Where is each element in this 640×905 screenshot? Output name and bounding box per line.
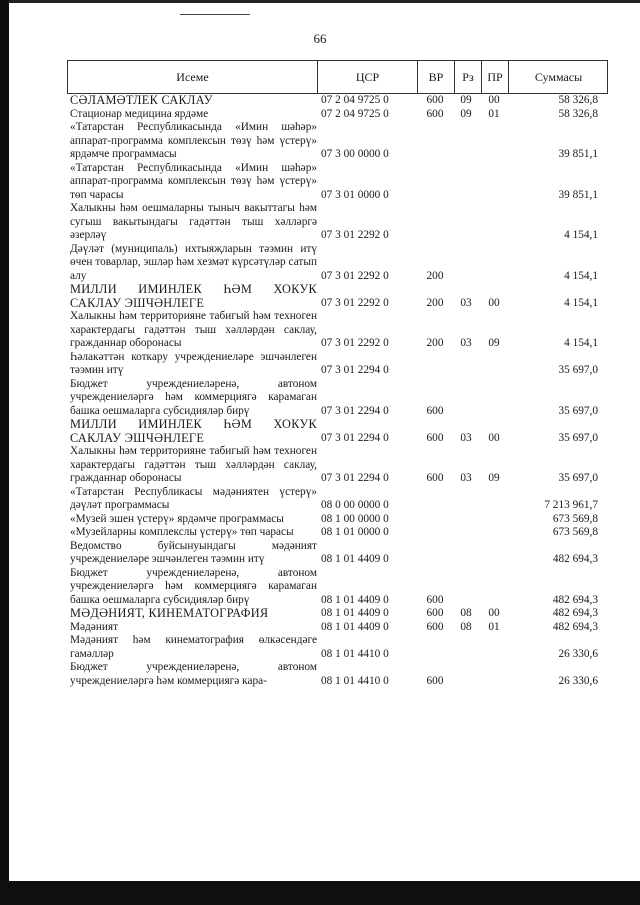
budget-table	[67, 60, 608, 688]
cell-sum: 4 154,1	[564, 269, 598, 282]
row-name: СӘЛАМӘТЛЕК САКЛАУ	[70, 93, 213, 107]
row-values	[67, 675, 608, 689]
cell-sum: 4 154,1	[564, 296, 598, 309]
cell-csr: 08 1 00 0000 0	[321, 512, 389, 525]
row-values	[67, 472, 608, 486]
table-row	[67, 513, 608, 527]
cell-vr: 200	[426, 337, 444, 349]
cell-sum: 39 851,1	[558, 148, 598, 160]
row-values	[67, 594, 608, 608]
cell-csr: 07 3 01 0000 0	[321, 188, 389, 201]
cell-vr: 600	[426, 607, 444, 619]
cell-sum: 26 330,6	[558, 647, 598, 660]
row-name: Мәдәният һәм кинематография өлкәсендәге гамәлләр	[70, 634, 317, 660]
scan-mark	[180, 14, 250, 15]
row-name: Халыкны һәм оешмаларны тыныч вакыттагы һәм сугыш вакытындагы гадәттән тыш хәлләргә әзерләү	[70, 202, 317, 241]
header-csr: ЦСР	[317, 61, 417, 93]
cell-csr: 07 3 01 2294 0	[321, 364, 389, 376]
cell-csr: 07 3 01 2294 0	[321, 404, 389, 417]
cell-vr: 600	[426, 674, 444, 687]
cell-rz: 03	[460, 296, 472, 309]
cell-vr: 600	[426, 472, 444, 484]
table-row	[67, 634, 608, 661]
table-row	[67, 607, 608, 621]
row-values	[67, 405, 608, 419]
cell-vr: 600	[426, 94, 444, 106]
cell-sum: 35 697,0	[558, 431, 598, 444]
cell-csr: 08 1 01 4410 0	[321, 647, 389, 660]
row-name: МИЛЛИ ИМИНЛЕК ҺӘМ ХОКУК САКЛАУ ЭШЧӘНЛЕГЕ	[70, 417, 317, 445]
header-vr: ВР	[417, 61, 454, 93]
table-row	[67, 486, 608, 513]
table-row	[67, 202, 608, 243]
cell-sum: 58 326,8	[558, 94, 598, 106]
table-row	[67, 243, 608, 284]
cell-sum: 58 326,8	[558, 107, 598, 120]
row-values	[67, 553, 608, 567]
row-values	[67, 432, 608, 446]
table-body	[67, 94, 608, 688]
row-values	[67, 337, 608, 351]
cell-pr: 00	[488, 431, 500, 444]
cell-sum: 482 694,3	[552, 620, 598, 633]
table-row	[67, 351, 608, 378]
header-pr: ПР	[481, 61, 508, 93]
cell-csr: 08 1 01 0000 0	[321, 526, 389, 538]
row-name: МӘДӘНИЯТ, КИНЕМАТОГРАФИЯ	[70, 606, 269, 620]
cell-sum: 4 154,1	[564, 229, 598, 241]
cell-vr: 600	[426, 107, 444, 120]
cell-vr: 600	[426, 620, 444, 633]
scan-edge-top	[9, 0, 640, 3]
table-row	[67, 94, 608, 108]
cell-rz: 08	[460, 620, 472, 633]
table-row	[67, 283, 608, 310]
cell-sum: 26 330,6	[558, 674, 598, 687]
row-name: «Музей эшен үстерү» ярдәмче программасы	[70, 512, 284, 525]
cell-vr: 600	[426, 431, 444, 444]
cell-csr: 07 2 04 9725 0	[321, 94, 389, 106]
cell-sum: 35 697,0	[558, 472, 598, 484]
cell-csr: 08 0 00 0000 0	[321, 499, 389, 511]
cell-csr: 08 1 01 4409 0	[321, 607, 389, 619]
cell-rz: 03	[460, 337, 472, 349]
row-name: Мәдәният	[70, 620, 119, 633]
table-row	[67, 445, 608, 486]
cell-pr: 09	[488, 337, 500, 349]
cell-sum: 7 213 961,7	[544, 499, 598, 511]
cell-sum: 35 697,0	[558, 364, 598, 376]
header-name: Исеме	[176, 69, 209, 84]
table-row	[67, 418, 608, 445]
cell-csr: 07 3 01 2292 0	[321, 337, 389, 349]
cell-sum: 673 569,8	[552, 526, 598, 538]
row-values	[67, 189, 608, 203]
table-row	[67, 108, 608, 122]
table-row	[67, 378, 608, 419]
cell-csr: 08 1 01 4409 0	[321, 620, 389, 633]
row-name: Ведомство буйсынуындагы мәдәният учреждениеләре эшчәнлеген тәэмин итү	[70, 539, 317, 565]
row-name: Бюджет учреждениеләренә, автоном учреждениеләргә һәм коммерциягә карамаган башка оешмаларга субсидияләр бирү	[70, 377, 317, 417]
table-header	[67, 60, 608, 94]
row-name: «Музейларны комплекслы үстерү» төп чарасы	[70, 526, 294, 538]
cell-rz: 09	[460, 107, 472, 120]
row-name: Халыкны һәм территорияне табигый һәм техноген характердагы гадәттән тыш хәлләрдән саклау, гражданнар оборонасы	[70, 445, 317, 484]
row-values	[67, 297, 608, 311]
cell-csr: 08 1 01 4409 0	[321, 553, 389, 565]
cell-vr: 600	[426, 593, 444, 606]
table-row	[67, 162, 608, 203]
cell-sum: 482 694,3	[552, 593, 598, 606]
row-name: Халыкны һәм территорияне табигый һәм техноген характердагы гадәттән тыш хәлләрдән саклау, гражданнар оборонасы	[70, 310, 317, 349]
row-name: «Татарстан Республикасы мәдәниятен үстерү» дәүләт программасы	[70, 485, 317, 511]
cell-pr: 00	[488, 94, 500, 106]
table-row	[67, 526, 608, 540]
cell-rz: 03	[460, 431, 472, 444]
cell-csr: 08 1 01 4410 0	[321, 674, 389, 687]
header-rz: Рз	[454, 61, 481, 93]
cell-pr: 01	[488, 620, 500, 633]
row-values	[67, 108, 608, 122]
cell-sum: 482 694,3	[552, 553, 598, 565]
cell-rz: 08	[460, 607, 472, 619]
cell-sum: 673 569,8	[552, 512, 598, 525]
row-values	[67, 499, 608, 513]
table-row	[67, 621, 608, 635]
cell-sum: 4 154,1	[564, 337, 598, 349]
cell-csr: 07 3 01 2292 0	[321, 269, 389, 282]
cell-pr: 09	[488, 472, 500, 484]
row-values	[67, 648, 608, 662]
row-values	[67, 526, 608, 540]
row-values	[67, 513, 608, 527]
cell-pr: 00	[488, 296, 500, 309]
row-name: «Татарстан Республикасында «Имин шәһәр» аппарат-программа комплексын төзү һәм үстерү» төп чарасы	[70, 161, 317, 201]
page-number: 66	[313, 31, 327, 46]
cell-csr: 07 3 00 0000 0	[321, 148, 389, 160]
cell-csr: 07 3 01 2292 0	[321, 229, 389, 241]
row-name: Һәлакәттән коткару учреждениеләре эшчәнлеген тәэмин итү	[70, 350, 317, 376]
cell-csr: 07 2 04 9725 0	[321, 107, 389, 120]
scan-edge-left	[0, 0, 9, 905]
cell-csr: 07 3 01 2292 0	[321, 296, 389, 309]
row-values	[67, 229, 608, 243]
cell-rz: 03	[460, 472, 472, 484]
row-name: Стационар медицина ярдәме	[70, 107, 209, 120]
table-row	[67, 661, 608, 688]
row-name: МИЛЛИ ИМИНЛЕК ҺӘМ ХОКУК САКЛАУ ЭШЧӘНЛЕГЕ	[70, 282, 317, 310]
cell-csr: 07 3 01 2294 0	[321, 431, 389, 444]
table-row	[67, 310, 608, 351]
row-values	[67, 364, 608, 378]
cell-sum: 35 697,0	[558, 404, 598, 417]
row-values	[67, 621, 608, 635]
table-row	[67, 540, 608, 567]
cell-csr: 08 1 01 4409 0	[321, 593, 389, 606]
cell-vr: 600	[426, 404, 444, 417]
table-row	[67, 121, 608, 162]
table-row	[67, 567, 608, 608]
cell-vr: 200	[426, 269, 444, 282]
cell-pr: 00	[488, 607, 500, 619]
row-name: Дәүләт (муниципаль) ихтыяҗларын тәэмин итү өчен товарлар, эшләр һәм хезмәт күрсәтүләр сатып алу	[70, 242, 317, 282]
row-values	[67, 148, 608, 162]
cell-pr: 01	[488, 107, 500, 120]
cell-sum: 482 694,3	[552, 607, 598, 619]
row-values	[67, 270, 608, 284]
cell-vr: 200	[426, 296, 444, 309]
row-name: «Татарстан Республикасында «Имин шәһәр» аппарат-программа комплексын төзү һәм үстерү» ярдәмче программасы	[70, 121, 317, 160]
row-values	[67, 607, 608, 621]
cell-sum: 39 851,1	[558, 188, 598, 201]
row-values	[67, 94, 608, 108]
row-name: Бюджет учреждениеләренә, автоном учреждениеләргә һәм коммерциягә кара-	[70, 661, 317, 687]
cell-csr: 07 3 01 2294 0	[321, 472, 389, 484]
row-name: Бюджет учреждениеләренә, автоном учреждениеләргә һәм коммерциягә карамаган башка оешмаларга субсидияләр бирү	[70, 566, 317, 606]
scan-edge-bottom	[0, 881, 640, 905]
cell-rz: 09	[460, 94, 472, 106]
header-sum: Суммасы	[508, 61, 608, 93]
